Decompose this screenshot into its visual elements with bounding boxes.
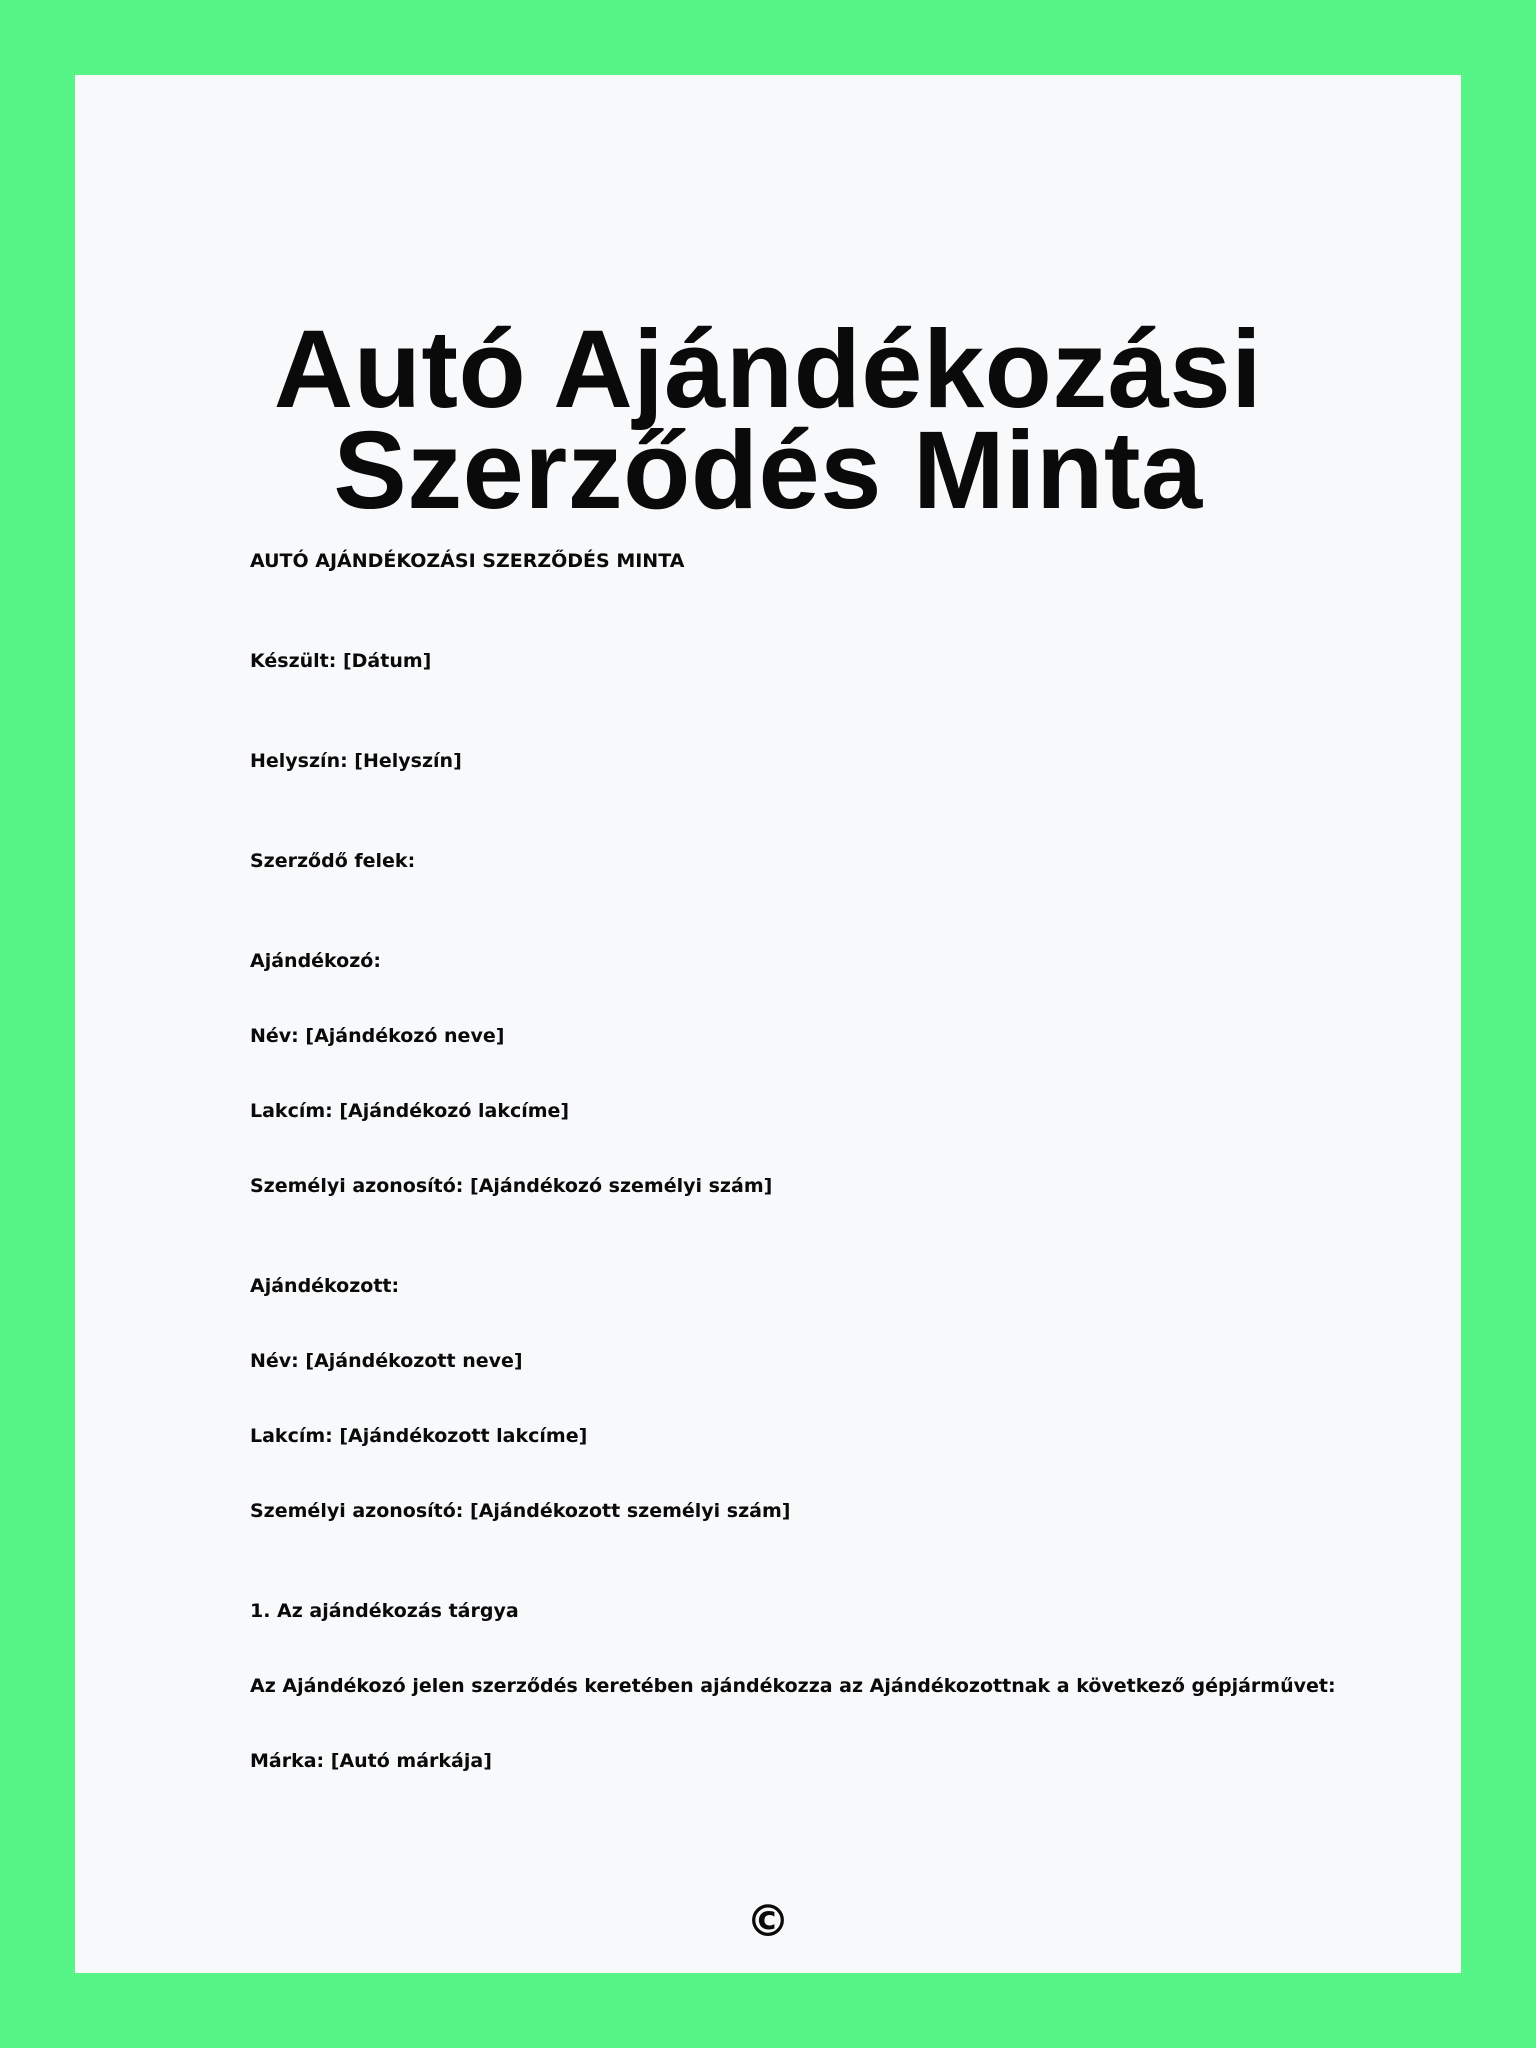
donor-name: Név: [Ajándékozó neve] [250, 1025, 505, 1047]
parties-label: Szerződő felek: [250, 850, 416, 872]
document-page [75, 75, 1461, 1973]
title-line-2: Szerződés Minta [333, 409, 1203, 532]
section-1-title: 1. Az ajándékozás tárgya [250, 1600, 519, 1622]
place-line: Helyszín: [Helyszín] [250, 750, 462, 772]
date-line: Készült: [Dátum] [250, 650, 432, 672]
recipient-name: Név: [Ajándékozott neve] [250, 1350, 523, 1372]
donor-label: Ajándékozó: [250, 950, 381, 972]
section-1-text: Az Ajándékozó jelen szerződés keretében ajándékozza az Ajándékozottnak a következő gépjárművet: [250, 1675, 1336, 1697]
title-line-1: Autó Ajándékozási [273, 308, 1263, 431]
recipient-id: Személyi azonosító: [Ajándékozott személyi szám] [250, 1500, 791, 1522]
copyright-icon: © [746, 1896, 790, 1947]
donor-address: Lakcím: [Ajándékozó lakcíme] [250, 1100, 570, 1122]
recipient-label: Ajándékozott: [250, 1275, 400, 1297]
recipient-address: Lakcím: [Ajándékozott lakcíme] [250, 1425, 588, 1447]
contract-heading: AUTÓ AJÁNDÉKOZÁSI SZERZŐDÉS MINTA [250, 550, 685, 572]
document-title [75, 308, 1461, 532]
brand-line: Márka: [Autó márkája] [250, 1750, 492, 1772]
donor-id: Személyi azonosító: [Ajándékozó személyi szám] [250, 1175, 773, 1197]
